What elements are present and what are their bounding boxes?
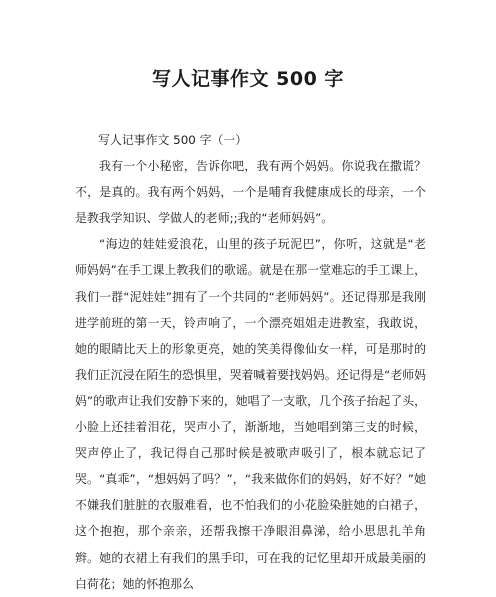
article-subtitle: 写人记事作文 500 字（一） (98, 133, 248, 147)
article-body (75, 127, 426, 597)
paragraph: 我有一个小秘密，告诉你吧，我有两个妈妈。你说我在撒谎？不，是真的。我有两个妈妈，一个是哺育我健康成长的母亲，一个是教我学知识、学做人的老师;;我的“老师妈妈”。 (75, 159, 426, 226)
article-title: 写人记事作文 500 字 (152, 68, 344, 90)
paragraph: “海边的娃娃爱浪花，山里的孩子玩泥巴”，你听，这就是“老师妈妈”在手工课上教我们的歌谣。就是在那一堂难忘的手工课上，我们一群“泥娃娃”拥有了一个共同的“老师妈妈”。还记得那是我刚进学前班的第一天，铃声响了，一个漂亮姐姐走进教室，我敢说，她的眼睛比天上的形象更亮，她的笑美得像仙女一样，可是那时的我们正沉浸在陌生的恐惧里，哭着喊着要找妈妈。还记得是“老师妈妈”的歌声让我们安静下来的，她唱了一支歌，几个孩子抬起了头，小脸上还挂着泪花，哭声小了，渐渐地，当她唱到第三支的时候，哭声停止了，我记得自己那时候是被歌声吸引了，根本就忘记了哭。“真乖”，“想妈妈了吗？”，“我来做你们的妈妈，好不好？”她不嫌我们脏脏的衣服难看，也不怕我们的小花脸染脏她的白裙子，这个抱抱，那个亲亲，还帮我擦干净眼泪鼻涕，给小思思扎羊角辫。她的衣裙上有我们的黑手印，可在我的记忆里却开成最美丽的白荷花；她的怀抱那么 (75, 237, 426, 591)
